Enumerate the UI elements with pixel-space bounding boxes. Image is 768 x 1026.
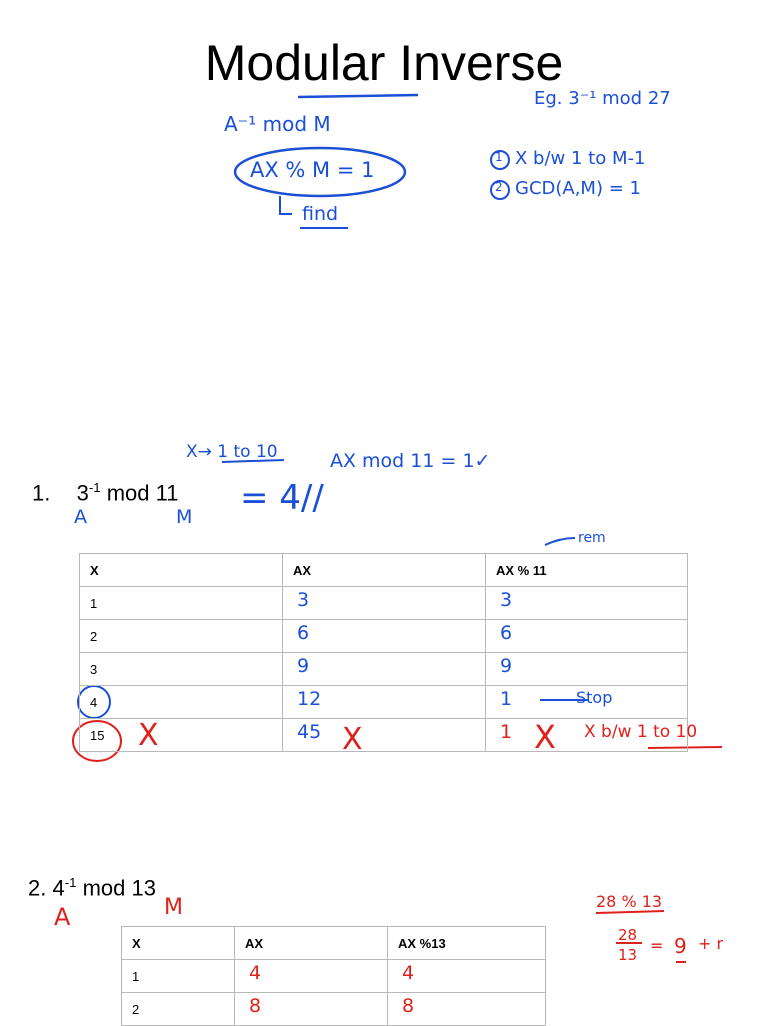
example-note: Eg. 3⁻¹ mod 27 (534, 88, 671, 109)
inverse-expression: A⁻¹ mod M (224, 112, 331, 136)
rule-note: AX mod 11 = 1✓ (330, 450, 491, 472)
problem1-label-a: A (74, 506, 87, 528)
cell-rem (388, 960, 546, 993)
cross-mark-ax: X (342, 722, 363, 757)
cell-rem (388, 993, 546, 1026)
col-header-ax: AX (283, 554, 486, 587)
col-header-rem: AX % 11 (486, 554, 688, 587)
cell-ax-value: 45 (297, 721, 322, 743)
cell-rem-value: 1 (500, 688, 513, 710)
cell-x: 1 (80, 587, 283, 620)
frac-numerator: 28 (618, 926, 638, 944)
table-header-row (80, 554, 688, 587)
cell-x: 15 (80, 719, 283, 752)
equation-note: AX % M = 1 (250, 158, 375, 182)
cell-ax-value: 12 (297, 688, 322, 710)
find-arrow (280, 196, 292, 214)
cell-x: 4 (80, 686, 283, 719)
col-header-rem: AX %13 (388, 927, 546, 960)
side-calc-underline (596, 911, 664, 913)
cell-rem-value: 1 (500, 721, 513, 743)
table-header-row (122, 927, 546, 960)
cell-rem-value: 9 (500, 655, 513, 677)
rem-arrow (545, 538, 575, 545)
cell-rem-value: 4 (402, 962, 415, 984)
cond2-note: GCD(A,M) = 1 (515, 178, 641, 199)
problem2-label-m: M (164, 895, 183, 920)
side-calc: 28 % 13 (596, 892, 663, 911)
problem1-label-m: M (176, 506, 193, 528)
cell-rem-value: 8 (402, 995, 415, 1017)
frac-quotient: 9 (674, 934, 687, 958)
problem2-mod: mod 13 (82, 875, 156, 901)
cell-ax (283, 686, 486, 719)
stop-note: Stop (576, 688, 613, 707)
cell-rem (486, 587, 688, 620)
problem1-heading (32, 480, 178, 506)
problem1-mod: mod 11 (106, 480, 179, 506)
problem2-label-a: A (54, 903, 71, 931)
problem2-heading (28, 875, 156, 901)
table-row (80, 620, 688, 653)
cell-ax-value: 4 (249, 962, 262, 984)
cell-ax (235, 993, 388, 1026)
col-header-x: X (122, 927, 235, 960)
page-title: Modular Inverse (204, 35, 564, 91)
cell-ax-value: 6 (297, 622, 310, 644)
cell-ax (283, 719, 486, 752)
cell-ax (235, 960, 388, 993)
cell-x: 3 (80, 653, 283, 686)
cell-x: 1 (122, 960, 235, 993)
problem1-answer: = 4// (240, 478, 324, 518)
frac-equals: = (650, 936, 664, 955)
table-row (80, 587, 688, 620)
table-row (80, 653, 688, 686)
title-underline (298, 95, 418, 97)
frac-remainder: + r (698, 934, 724, 953)
cond2-number: 2 (495, 180, 503, 194)
cell-ax-value: 9 (297, 655, 310, 677)
cell-ax-value: 8 (249, 995, 262, 1017)
rem-note: rem (578, 530, 606, 546)
cell-x: 2 (122, 993, 235, 1026)
table-row (122, 993, 546, 1026)
problem2-number: 2. (28, 875, 47, 901)
problem2-exp: -1 (64, 875, 77, 890)
cell-ax (283, 587, 486, 620)
bw-note: X b/w 1 to 10 (584, 722, 698, 742)
cell-x: 2 (80, 620, 283, 653)
cell-ax (283, 620, 486, 653)
cell-ax-value: 3 (297, 589, 310, 611)
cell-rem-value: 3 (500, 589, 513, 611)
cond1-number: 1 (495, 150, 503, 164)
cell-rem (486, 620, 688, 653)
range-note: X→ 1 to 10 (186, 442, 278, 462)
problem1-base: 3 (76, 480, 89, 506)
problem2-base: 4 (52, 875, 65, 901)
cell-ax (283, 653, 486, 686)
problem2-table (121, 926, 546, 1026)
problem1-exp: -1 (88, 480, 101, 495)
cross-mark-rem: X (534, 718, 556, 756)
col-header-x: X (80, 554, 283, 587)
cond1-note: X b/w 1 to M-1 (515, 148, 646, 169)
col-header-ax: AX (235, 927, 388, 960)
cell-rem (486, 653, 688, 686)
cross-mark-x: X (138, 718, 159, 753)
cell-rem-value: 6 (500, 622, 513, 644)
find-note: find (302, 203, 339, 225)
table-row (122, 960, 546, 993)
problem1-number: 1. (32, 480, 51, 506)
frac-denominator: 13 (618, 946, 638, 964)
